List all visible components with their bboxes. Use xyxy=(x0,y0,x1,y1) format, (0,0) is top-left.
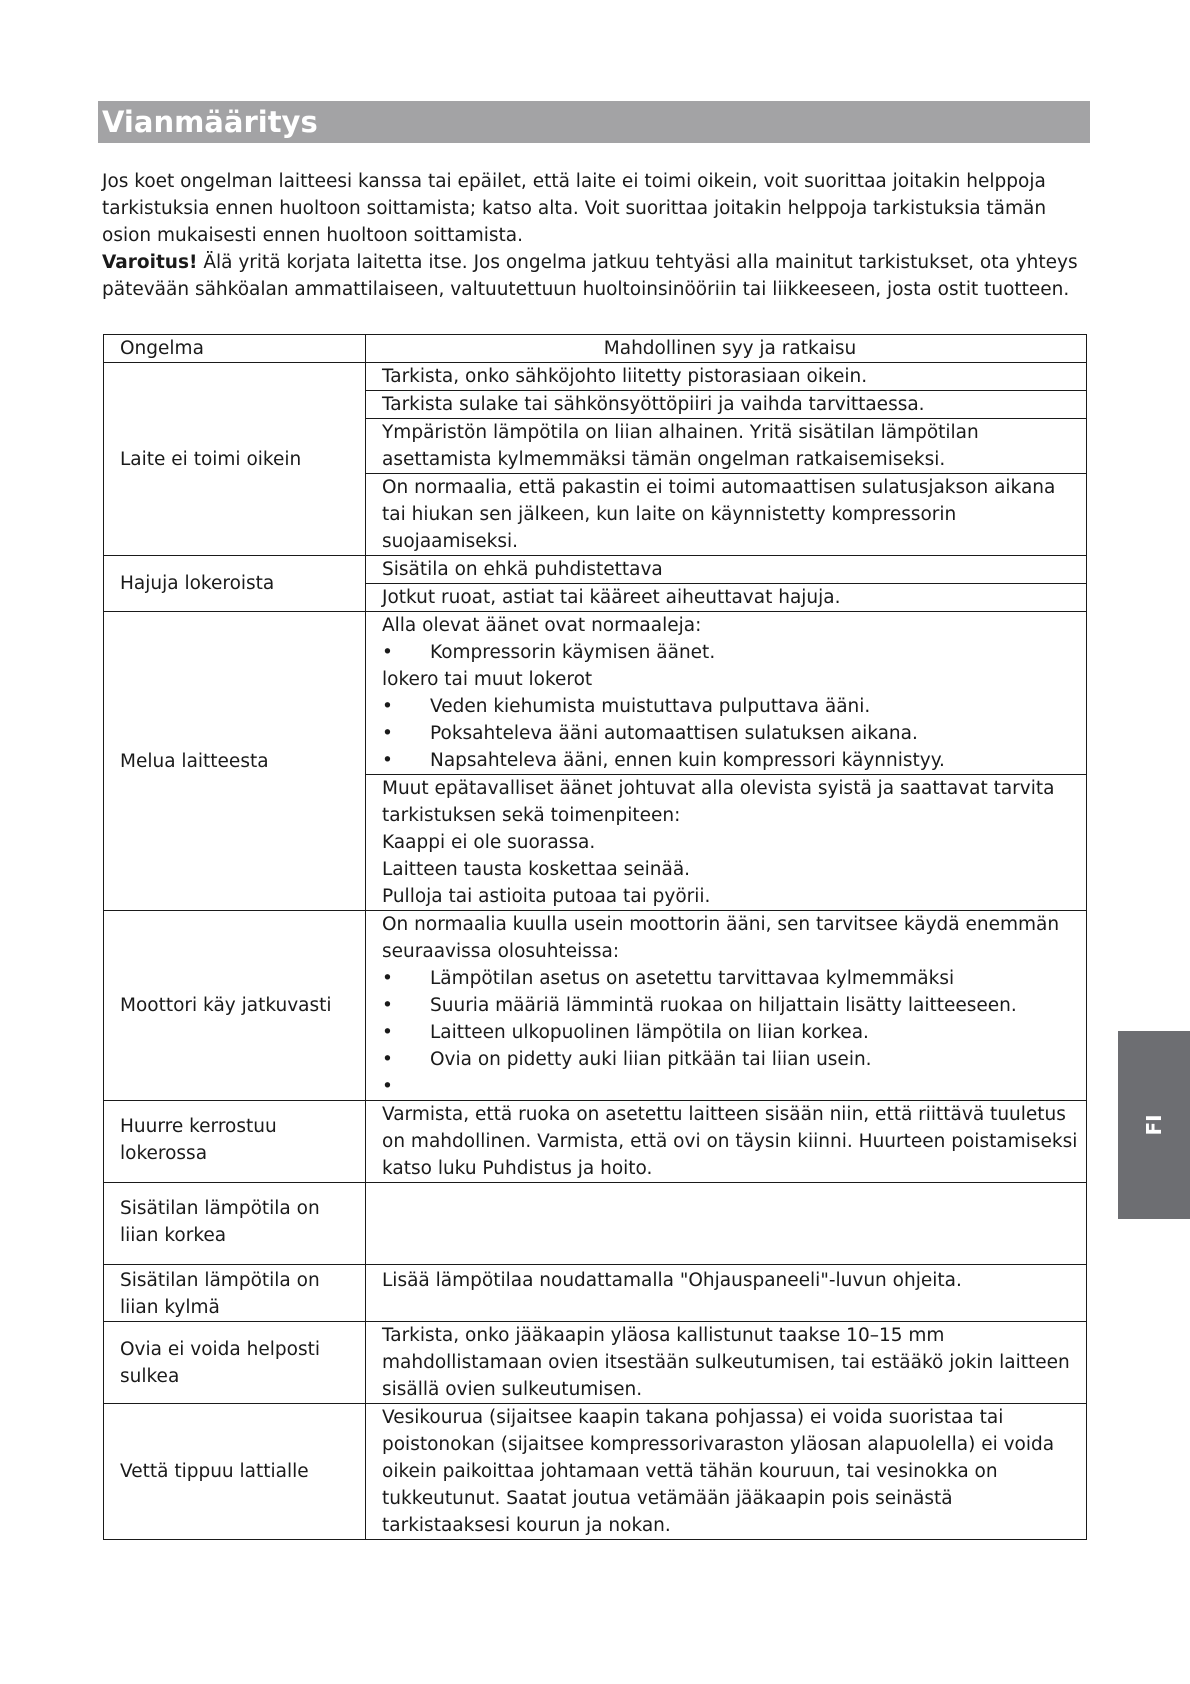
intro-paragraph: Jos koet ongelman laitteesi kanssa tai epäilet, että laite ei toimi oikein, voit suorittaa joitakin helppoja tarkistuksia ennen huoltoon soittamista; katso alta. Voit suorittaa joitakin helppoja tarkistuksia tämän osion mukaisesti ennen huoltoon soittamista. xyxy=(102,171,1047,246)
table-row xyxy=(104,556,1087,584)
problem-cell: Sisätilan lämpötila on liian korkea xyxy=(104,1183,366,1265)
cause-line: lokero tai muut lokerot xyxy=(382,669,593,690)
problem-cell: Sisätilan lämpötila on liian kylmä xyxy=(104,1265,366,1322)
bullet-item: • Lämpötilan asetus on asetettu tarvittavaa kylmemmäksi xyxy=(382,965,1078,992)
bullet-item: • Napsahteleva ääni, ennen kuin kompressori käynnistyy. xyxy=(382,747,1078,774)
table-row xyxy=(104,1404,1087,1540)
troubleshooting-table xyxy=(103,334,1087,1540)
cause-cell: Ympäristön lämpötila on liian alhainen. Yritä sisätilan lämpötilan asettamista kylmemmäksi tämän ongelman ratkaisemiseksi. xyxy=(366,419,1087,474)
table-header-row xyxy=(104,335,1087,363)
warning-label: Varoitus! xyxy=(102,252,198,273)
language-code: FI xyxy=(1142,1114,1166,1136)
header-problem: Ongelma xyxy=(104,335,366,363)
bullet-item: • Suuria määriä lämmintä ruokaa on hiljattain lisätty laitteeseen. xyxy=(382,992,1078,1019)
bullet-item: • Veden kiehumista muistuttava pulputtava ääni. xyxy=(382,693,1078,720)
cause-cell xyxy=(366,911,1087,1101)
cause-cell: Sisätila on ehkä puhdistettava xyxy=(366,556,1087,584)
cause-cell xyxy=(366,612,1087,775)
cause-cell: Jotkut ruoat, astiat tai kääreet aiheuttavat hajuja. xyxy=(366,584,1087,612)
cause-line: Kaappi ei ole suorassa. xyxy=(382,832,596,853)
bullet-item: • Poksahteleva ääni automaattisen sulatuksen aikana. xyxy=(382,720,1078,747)
problem-cell: Huurre kerrostuu lokerossa xyxy=(104,1101,366,1183)
bullet-item: • Ovia on pidetty auki liian pitkään tai liian usein. xyxy=(382,1046,1078,1073)
cause-cell: Tarkista sulake tai sähkönsyöttöpiiri ja vaihda tarvittaessa. xyxy=(366,391,1087,419)
cause-cell: On normaalia, että pakastin ei toimi automaattisen sulatusjakson aikana tai hiukan sen jälkeen, kun laite on käynnistetty kompressorin suojaamiseksi. xyxy=(366,474,1087,556)
cause-cell: Varmista, että ruoka on asetettu laitteen sisään niin, että riittävä tuuletus on mahdollinen. Varmista, että ovi on täysin kiinni. Huurteen poistamiseksi katso luku Puhdistus ja hoito. xyxy=(366,1101,1087,1183)
table-row xyxy=(104,1265,1087,1322)
problem-cell: Moottori käy jatkuvasti xyxy=(104,911,366,1101)
bullet-item: • Kompressorin käymisen äänet. xyxy=(382,639,1078,666)
cause-line: On normaalia kuulla usein moottorin ääni, sen tarvitsee käydä enemmän seuraavissa olosuhteissa: xyxy=(382,914,1060,962)
table-row xyxy=(104,612,1087,775)
table-row xyxy=(104,363,1087,391)
cause-line: Alla olevat äänet ovat normaaleja: xyxy=(382,615,702,636)
bullet-item: • Laitteen ulkopuolinen lämpötila on liian korkea. xyxy=(382,1019,1078,1046)
table-row xyxy=(104,1101,1087,1183)
table-row xyxy=(104,1322,1087,1404)
warning-text: Älä yritä korjata laitetta itse. Jos ongelma jatkuu tehtyäsi alla mainitut tarkistukset, ota yhteys pätevään sähköalan ammattilaiseen, valtuutettuun huoltoinsinööriin tai liikkeeseen, josta ostit tuotteen. xyxy=(102,252,1078,300)
cause-cell: Tarkista, onko jääkaapin yläosa kallistunut taakse 10–15 mm mahdollistamaan ovien itsestään sulkeutumisen, tai estääkö jokin laitteen sisällä ovien sulkeutumisen. xyxy=(366,1322,1087,1404)
intro-section xyxy=(102,168,1087,303)
problem-cell: Laite ei toimi oikein xyxy=(104,363,366,556)
table-row xyxy=(104,1183,1087,1265)
cause-cell xyxy=(366,775,1087,911)
problem-cell: Ovia ei voida helposti sulkea xyxy=(104,1322,366,1404)
cause-cell: Tarkista, onko sähköjohto liitetty pistorasiaan oikein. xyxy=(366,363,1087,391)
cause-cell: Vesikourua (sijaitsee kaapin takana pohjassa) ei voida suoristaa tai poistonokan (sijaitsee kompressorivaraston yläosan alapuolella) ei voida oikein paikoittaa johtamaan vettä tähän kouruun, tai vesinokka on tukkeutunut. Saatat joutua vetämään jääkaapin pois seinästä tarkistaaksesi kourun ja nokan. xyxy=(366,1404,1087,1540)
language-side-tab xyxy=(1118,1031,1190,1219)
table-row xyxy=(104,911,1087,1101)
problem-cell: Melua laitteesta xyxy=(104,612,366,911)
cause-line: Pulloja tai astioita putoaa tai pyörii. xyxy=(382,886,711,907)
header-cause: Mahdollinen syy ja ratkaisu xyxy=(366,335,1087,363)
page-title: Vianmääritys xyxy=(102,105,318,139)
cause-line: Muut epätavalliset äänet johtuvat alla olevista syistä ja saattavat tarvita tarkistuksen sekä toimenpiteen: xyxy=(382,778,1055,826)
title-bar xyxy=(98,101,1090,143)
problem-cell: Hajuja lokeroista xyxy=(104,556,366,612)
cause-cell-empty xyxy=(366,1183,1087,1265)
cause-cell: Lisää lämpötilaa noudattamalla "Ohjauspaneeli"-luvun ohjeita. xyxy=(366,1265,1087,1322)
cause-line: Laitteen tausta koskettaa seinää. xyxy=(382,859,691,880)
bullet-item-empty xyxy=(382,1073,1078,1100)
warning-paragraph xyxy=(102,249,1087,303)
problem-cell: Vettä tippuu lattialle xyxy=(104,1404,366,1540)
